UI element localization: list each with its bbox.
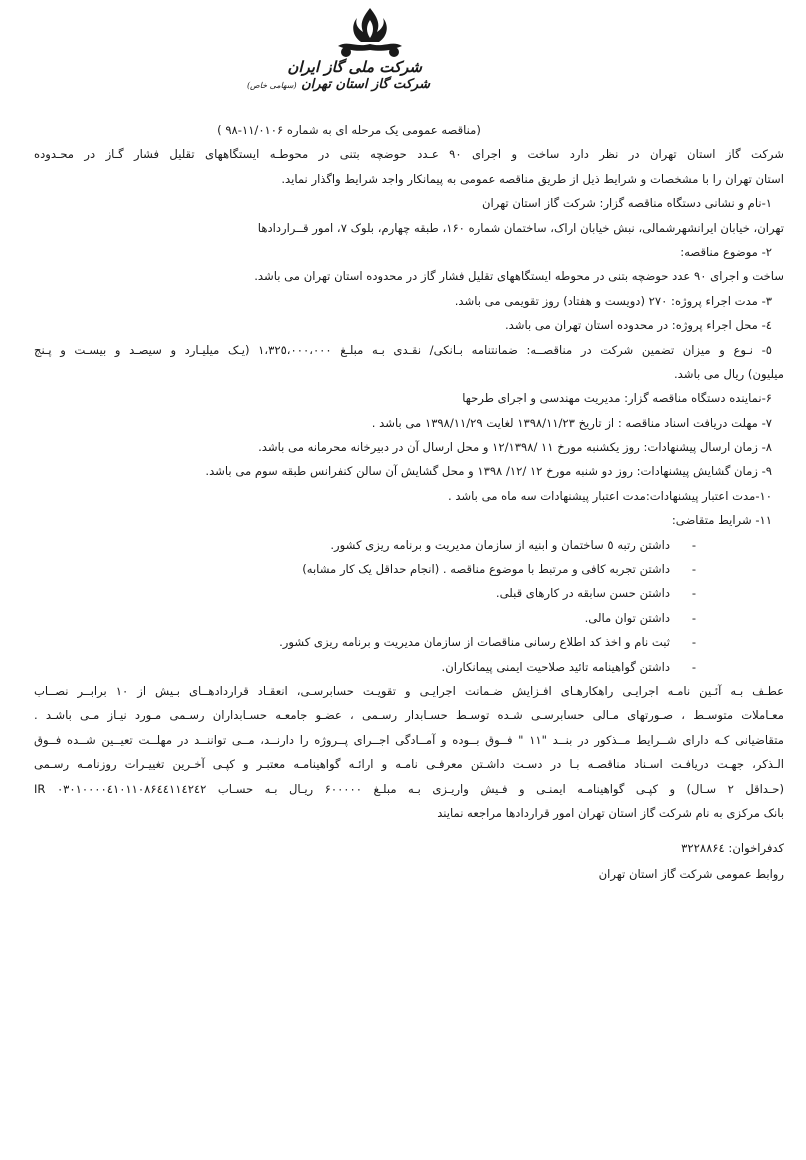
- item-3: ۳- مدت اجراء پروژه: ۲۷۰ (دویست و هفتاد) روز تقویمی می باشد.: [454, 293, 772, 308]
- company-name-line2-text: شرکت گاز استان تهران: [301, 77, 430, 92]
- tender-code: کدفراخوان: ۳۲۲۸۸۶٤: [681, 841, 784, 856]
- closing-line-3: متقاضیانی کـه دارای شــرایط مــذکور در بنــد "۱۱ " فــوق بــوده و آمــادگی اجــرای پــروژه را دارنــد، مــی تواننــد در مهلــت تعیــین شــده فــوق: [34, 732, 784, 747]
- list-item: [34, 606, 784, 630]
- closing-line-2: معـاملات متوسـط ، صـورتهای مـالی حسابرسـی شـده توسـط حسـابدار رسـمی ، عضـو جامعـه حسـابداران رسـمی مـورد نیـاز مـی باشـد .: [34, 708, 784, 723]
- flame-emblem-icon: [332, 6, 408, 60]
- bullet: -: [691, 635, 696, 650]
- signature-block: [34, 835, 784, 887]
- list-item: [34, 630, 784, 654]
- company-name-line1: شرکت ملی گاز ایران: [287, 58, 422, 76]
- closing-line-1: عطـف بـه آئـین نامـه اجرایـی راهکارهـای افـزایش ضـمانت اجرایـی و تقویـت حسابرسـی، انعقـاد قراردادهــای بـیش از ۱۰ برابــر نصــاب: [34, 683, 784, 698]
- condition-text: داشتن گواهینامه تائید صلاحیت ایمنی پیمانکاران.: [441, 659, 670, 674]
- item-4: ٤- محل اجراء پروژه: در محدوده استان تهران می باشد.: [505, 318, 772, 333]
- public-relations-dept: روابط عمومی شرکت گاز استان تهران: [598, 867, 784, 882]
- announcement-title: (مناقصه عمومی یک مرحله ای به شماره ۱۱/۰۱۰۶-۹۸ ): [217, 123, 481, 137]
- item-11-label: ۱۱- شرایط متقاضی:: [671, 513, 772, 528]
- list-item: [34, 581, 784, 605]
- bullet: -: [691, 562, 696, 577]
- item-2-text: ساخت و اجرای ۹۰ عدد حوضچه بتنی در محوطه ایستگاههای تقلیل فشار گاز در محدوده استان تهران می باشد.: [254, 269, 784, 284]
- company-name: [247, 58, 430, 95]
- list-item: [34, 557, 784, 581]
- company-name-line2: [247, 76, 430, 95]
- closing-line-4: الـذکر، جهـت دریافـت اسـناد مناقصـه بـا در دسـت داشـتن معرفـی نامـه و ارائـه گواهینامـه معتبـر و کپـی آخـرین تغییـرات روزنامـه رسـمی: [34, 757, 784, 772]
- company-name-note: (سهامی خاص): [246, 81, 297, 90]
- item-7: ۷- مهلت دریافت اسناد مناقصه : از تاریخ ۱۳۹۸/۱۱/۲۳ لغایت ۱۳۹۸/۱۱/۲۹ می باشد .: [371, 415, 772, 430]
- conditions-list: [34, 533, 784, 679]
- closing-paragraph: [34, 679, 784, 825]
- item-9: ۹- زمان گشایش پیشنهادات: روز دو شنبه مورخ ۱۲ /۱۲/ ۱۳۹۸ و محل گشایش آن سالن کنفرانس طبقه سوم می باشد.: [205, 464, 772, 479]
- tender-announcement: [34, 118, 784, 887]
- bullet: -: [691, 537, 696, 552]
- item-8: ۸- زمان ارسال پیشنهادات: روز یکشنبه مورخ ۱۱ /۱۲/۱۳۹۸ و محل ارسال آن در دبیرخانه محرمانه می باشد.: [258, 440, 772, 455]
- list-item: [34, 533, 784, 557]
- bullet: -: [691, 586, 696, 601]
- condition-text: داشتن تجربه کافی و مرتبط با موضوع مناقصه . (انجام حداقل یک کار مشابه): [302, 562, 670, 577]
- item-5-line-1: ٥- نـوع و میزان تضمین شرکت در مناقصــه: ضمانتنامه بـانکی/ نقـدی بـه مبلـغ ۱،۳۲٥،۰۰۰،۰۰۰ (یـک میلیـارد و سیصـد و بیسـت و پـنج: [34, 342, 772, 357]
- condition-text: ثبت نام و اخذ کد اطلاع رسانی مناقصات از سازمان مدیریت و برنامه ریزی کشور.: [279, 635, 670, 650]
- closing-line-6: بانک مرکزی به نام شرکت گاز استان تهران امور قراردادها مراجعه نمایند: [437, 805, 784, 820]
- condition-text: داشتن توان مالی.: [584, 610, 670, 625]
- intro-line-2: استان تهران را با مشخصات و شرایط ذیل از طریق مناقصه عمومی به پیمانکار واجد شرایط واگذار نماید.: [281, 171, 784, 186]
- intro-line-1: شرکت گاز استان تهران در نظر دارد ساخت و اجرای ۹۰ عـدد حوضچه بتنی در محوطـه ایستگاههای تقلیل فشار گـاز در محـدوده: [34, 147, 784, 162]
- closing-line-5: (حـداقل ۲ سـال) و کپـی گواهینامـه ایمنـی و فـیش واریـزی بـه مبلـغ ۶۰۰۰۰۰ ریـال بـه حسـاب IR ۰۳۰۱۰۰۰۰٤۱۰۱۱۰۸۶٤٤۱۱٤۲٤۲: [34, 781, 784, 796]
- bullet: -: [691, 659, 696, 674]
- bullet: -: [691, 610, 696, 625]
- item-1-label: ۱-نام و نشانی دستگاه مناقصه گزار: شرکت گاز استان تهران: [481, 196, 772, 211]
- condition-text: داشتن حسن سابقه در کارهای قبلی.: [495, 586, 670, 601]
- item-10: ۱۰-مدت اعتبار پیشنهادات:مدت اعتبار پیشنهادات سه ماه می باشد .: [447, 488, 772, 503]
- item-6: ۶-نماینده دستگاه مناقصه گزار: مدیریت مهندسی و اجرای طرحها: [462, 391, 772, 406]
- list-item: [34, 655, 784, 679]
- item-2-label: ۲- موضوع مناقصه:: [680, 244, 772, 259]
- item-1-address: تهران، خیابان ایرانشهرشمالی، نبش خیابان اراک، ساختمان شماره ۱۶۰، طبقه چهارم، بلوک ۷، امور قــراردادها: [257, 220, 784, 235]
- item-5-line-2: میلیون) ریال می باشد.: [673, 366, 784, 381]
- condition-text: داشتن رتبه ٥ ساختمان و ابنیه از سازمان مدیریت و برنامه ریزی کشور.: [330, 537, 670, 552]
